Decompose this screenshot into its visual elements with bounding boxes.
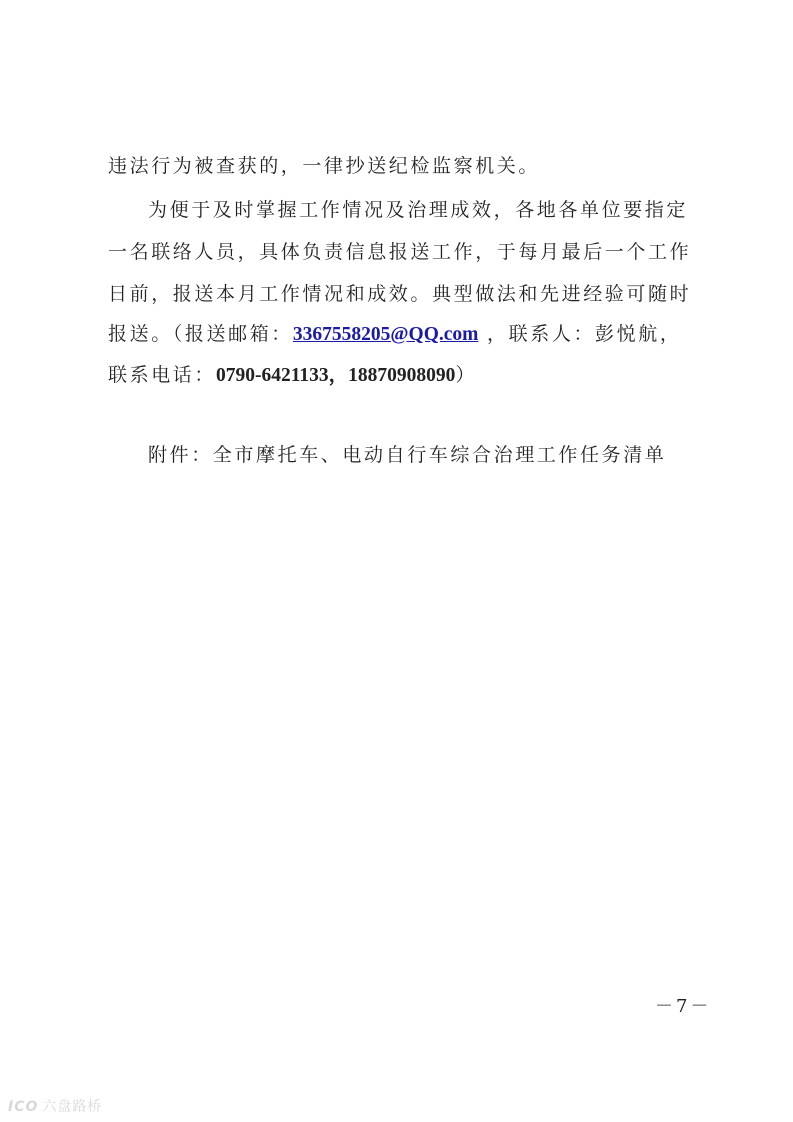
watermark-logo: ICO [8, 1099, 39, 1115]
paragraph-line-3: 一名联络人员，具体负责信息报送工作，于每月最后一个工作 [108, 241, 692, 263]
attachment-line: 附件：全市摩托车、电动自行车综合治理工作任务清单 [148, 444, 667, 466]
contact-suffix: ，联系人：彭悦航， [478, 323, 682, 345]
phone-prefix: 联系电话： [108, 364, 217, 386]
watermark-text: 六盘路桥 [42, 1099, 103, 1115]
watermark [8, 1096, 102, 1116]
email-link[interactable]: 3367558205@QQ.com [292, 324, 479, 345]
paragraph-line-1: 违法行为被查获的，一律抄送纪检监察机关。 [108, 155, 541, 177]
phone-numbers: 0790-6421133，18870908090 [216, 365, 456, 386]
paragraph-line-4: 日前，报送本月工作情况和成效。典型做法和先进经验可随时 [108, 283, 692, 305]
contact-line [108, 320, 681, 349]
phone-suffix: ） [455, 364, 478, 386]
page-number: －7－ [655, 996, 712, 1017]
phone-line [108, 361, 477, 390]
paragraph-line-2: 为便于及时掌握工作情况及治理成效，各地各单位要指定 [148, 199, 689, 221]
contact-prefix: 报送。（报送邮箱： [108, 323, 293, 345]
